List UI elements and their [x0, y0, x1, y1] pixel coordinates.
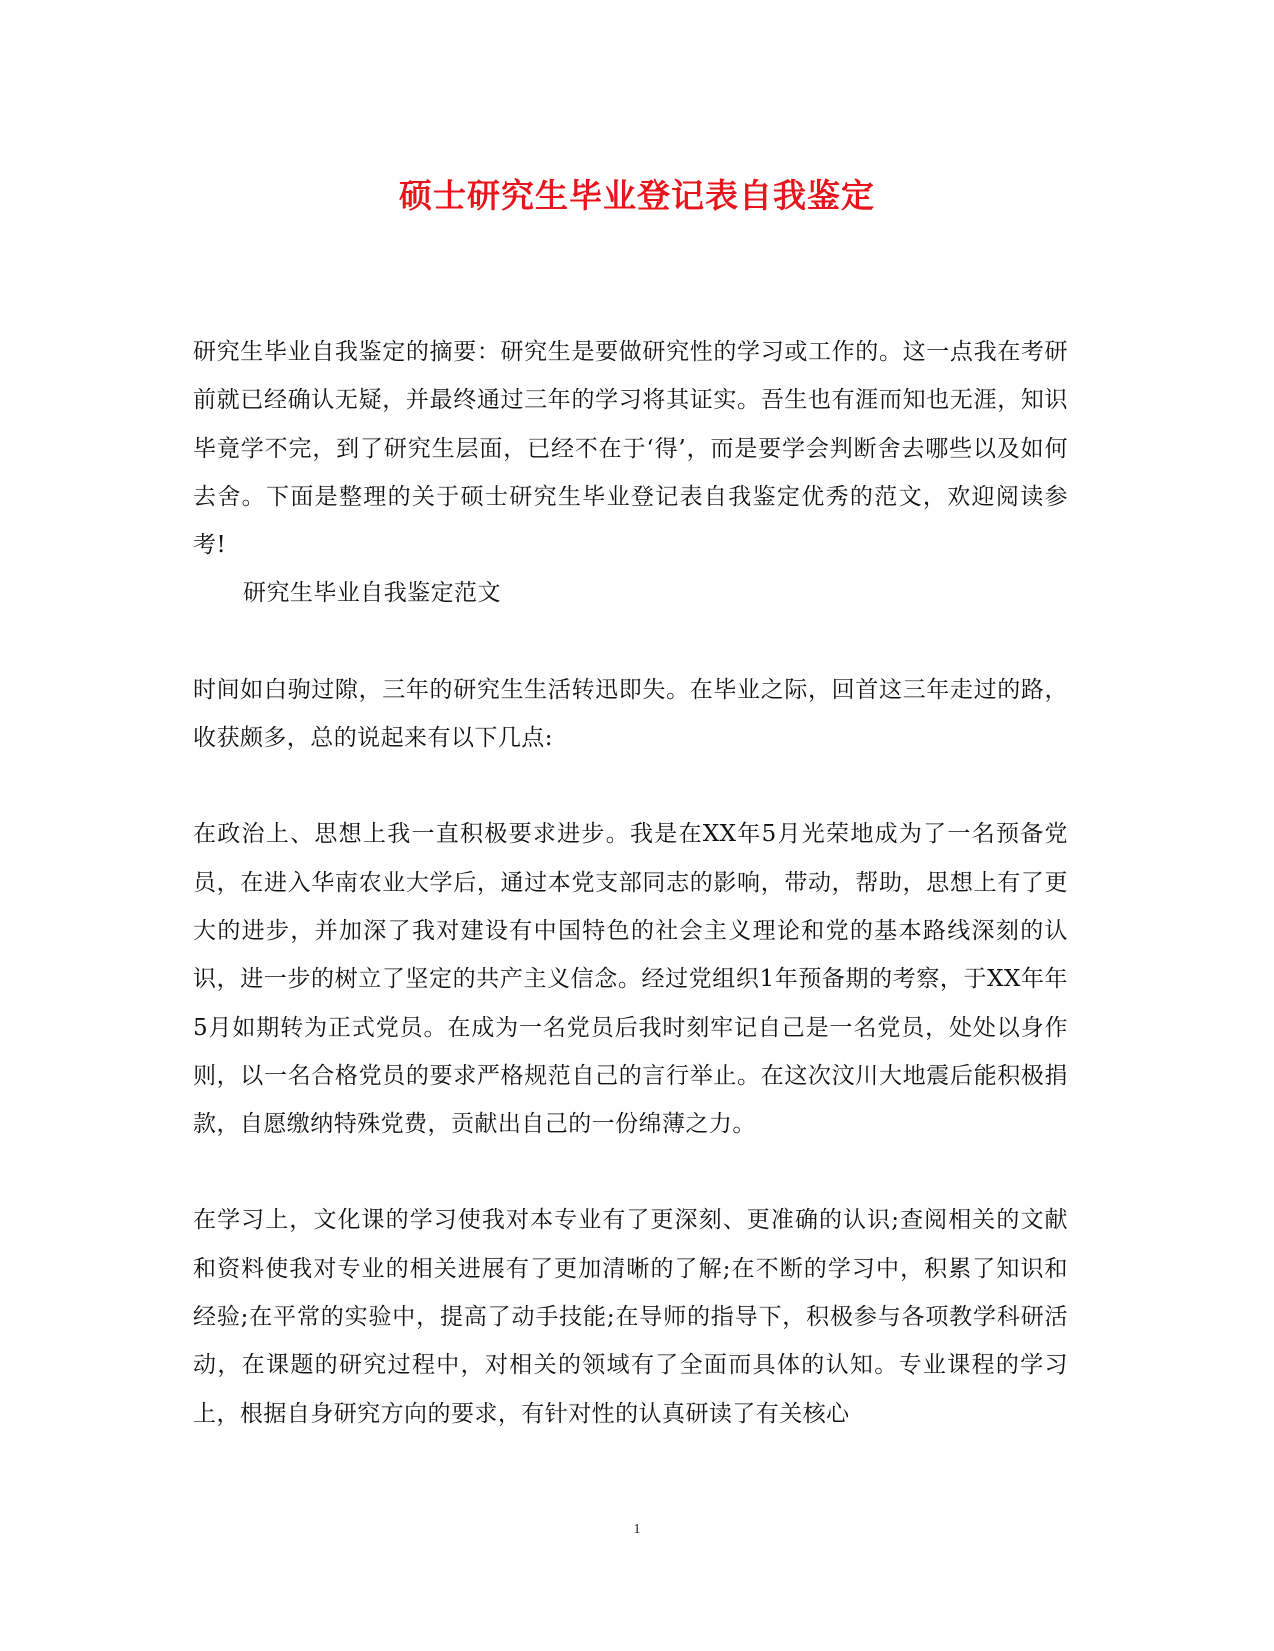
- study-paragraph: 在学习上，文化课的学习使我对本专业有了更深刻、更准确的认识;查阅相关的文献和资料使我对专业的相关进展有了更加清晰的了解;在不断的学习中，积累了知识和经验;在平常的实验中，提高了动手技能;在导师的指导下，积极参与各项教学科研活动，在课题的研究过程中，对相关的领域有了全面而具体的认知。专业课程的学习上，根据自身研究方向的要求，有针对性的认真研读了有关核心: [193, 1207, 1068, 1427]
- abstract-paragraph: 研究生毕业自我鉴定的摘要：研究生是要做研究性的学习或工作的。这一点我在考研前就已经确认无疑，并最终通过三年的学习将其证实。吾生也有涯而知也无涯，知识毕竟学不完，到了研究生层面，已经不在于‘得’，而是要学会判断舍去哪些以及如何去舍。下面是整理的关于硕士研究生毕业登记表自我鉴定优秀的范文，欢迎阅读参考!: [193, 339, 1068, 559]
- page-number: 1: [633, 1522, 641, 1537]
- section-heading: 研究生毕业自我鉴定范文: [243, 580, 501, 607]
- document-title: 硕士研究生毕业登记表自我鉴定: [399, 176, 875, 215]
- intro-paragraph: 时间如白驹过隙，三年的研究生生活转迅即失。在毕业之际，回首这三年走过的路，收获颇多，总的说起来有以下几点:: [193, 676, 1068, 752]
- document-body: [193, 328, 1068, 1438]
- politics-paragraph: 在政治上、思想上我一直积极要求进步。我是在XX年5月光荣地成为了一名预备党员，在进入华南农业大学后，通过本党支部同志的影响，带动，帮助，思想上有了更大的进步，并加深了我对建设有中国特色的社会主义理论和党的基本路线深刻的认识，进一步的树立了坚定的共产主义信念。经过党组织1年预备期的考察，于XX年年5月如期转为正式党员。在成为一名党员后我时刻牢记自己是一名党员，处处以身作则，以一名合格党员的要求严格规范自己的言行举止。在这次汶川大地震后能积极捐款，自愿缴纳特殊党费，贡献出自己的一份绵薄之力。: [193, 821, 1068, 1138]
